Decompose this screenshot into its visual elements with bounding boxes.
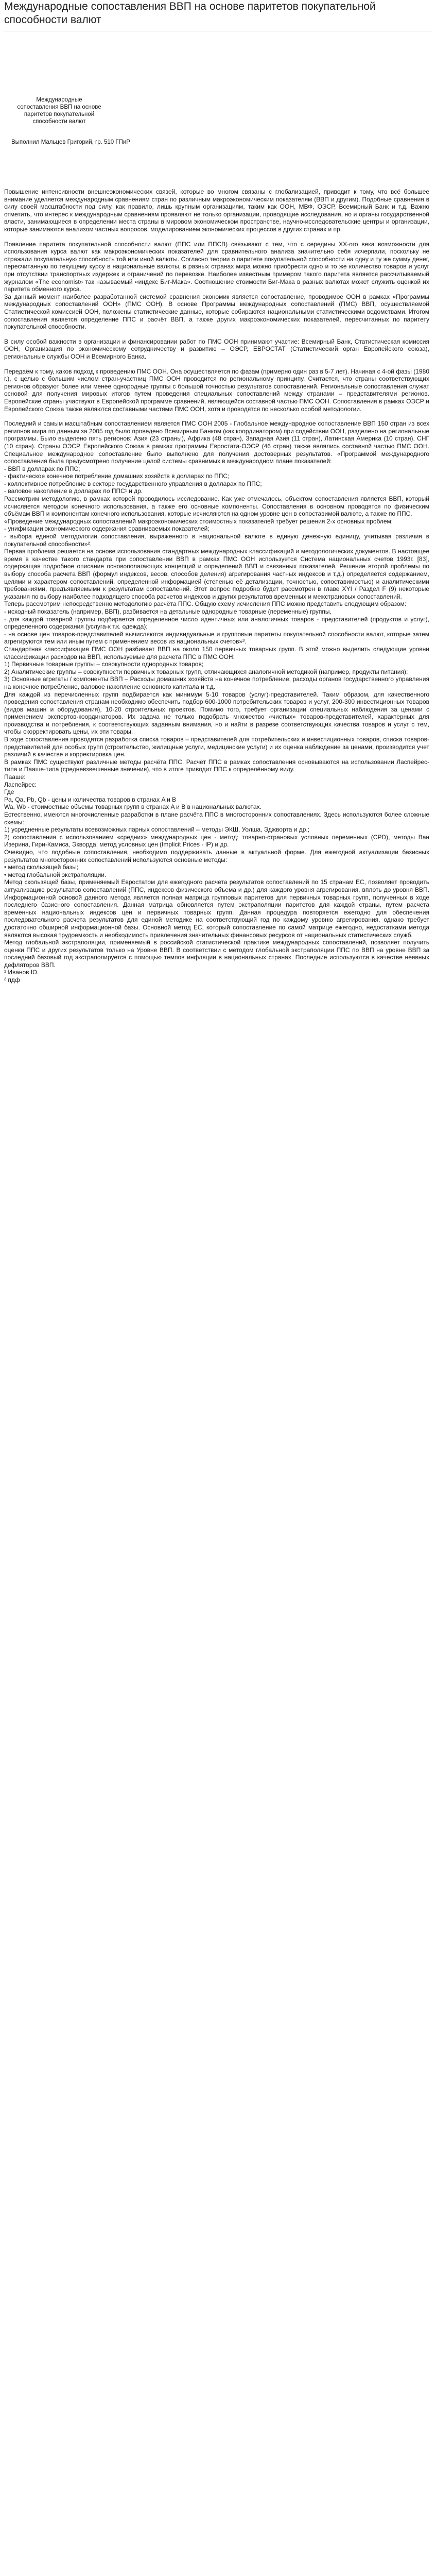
list-item: - валовое накопление в долларах по ППС¹ и др. <box>4 487 143 495</box>
formula-where: Где <box>4 788 14 796</box>
paragraph: Теперь рассмотрим непосредственно методологию расчёта ППС. Общую схему исчисления ППС можно представить следующим образом: <box>4 600 407 608</box>
formula-label-laspeyres: Ласпейрес: <box>4 781 37 788</box>
footnote: ¹ Иванов Ю. <box>4 969 39 976</box>
formula-label-paasche: Пааше: <box>4 773 26 781</box>
list-item: 3) Основные агрегаты / компоненты ВВП – Расходы домашних хозяйств на конечное потребление, расходы органов государственного управления на конечное потребление, валовое накопление основного капитала и т.д. <box>4 675 429 690</box>
list-item: 2) сопоставления с использованием «средних» международных цен - метод: товарно-страновых условных переменных (CPD), методы Ван Изерина, Гири-Камиса, Экворда, метод условных цен (Implicit Prices - IP) и др. <box>4 833 429 849</box>
paragraph: В ходе сопоставления проводятся разработка списка товаров – представителей для потребительских и инвестиционных товаров, списка товаров-представителей для особых групп (строительство, жилищные услуги, медицинские услуги) и их оценка наблюдение за ценами, производится учет различий в качестве и корректировка цен. <box>4 736 429 758</box>
paragraph: «Проведение международных сопоставлений макроэкономических стоимостных показателей требует решения 2-х основных проблем: <box>4 517 393 525</box>
paragraph: Передаём к тому, каков подход к проведению ПМС ООН. Она осуществляется по фазам (примерно один раз в 5-7 лет). Начиная с 4-ой фазы (1980 г.), с целью с большим числом стран-участниц ПМС ООН проводится по региональному принципу. Считается, что страны соответствующих регионов образуют более или менее однородные группы с большой точностью результатов сопоставлений. Региональные сопоставления служат основой для получения мировых итогов путем проведения специальных сопоставлений между странами – представителями регионов. Европейские страны участвуют в Европейской программе сравнений, являющейся составной частью ПМС ООН. Сопоставления в рамках ОЭСР и Европейского Союза также являются составными частями ПМС ООН, хотя и проводятся по несколько особой методологии. <box>4 367 429 413</box>
card-author: Выполнил Мальцев Григорий, гр. 510 ГПиР <box>11 139 130 145</box>
paragraph: В рамках ПМС существуют различные методы расчёта ППС. Расчёт ППС в рамках сопоставления основываются на использовании Ласпейрес-типа и Пааше-типа (средневзвешенные значения), что в итоге приводит ППС к определённому виду. <box>4 758 429 773</box>
paragraph: Очевидно, что подобные сопоставления, необходимо поддерживать данные в актуальной форме. Для ежегодной актуализации базисных результатов многосторонних сопоставлений используются основные методы: <box>4 848 429 863</box>
formula-weights: Wa, Wb - стоимостные объемы товарных групп в странах A и B в национальных валютах. <box>4 803 261 811</box>
body-continued <box>4 525 429 969</box>
indicator-list <box>4 465 429 495</box>
list-item: 2) Аналитические группы – совокупности первичных товарных групп, отличающихся аналогичной методикой (например, продукты питания); <box>4 668 408 675</box>
list-item: - унификации экономического содержания сравниваемых показателей; <box>4 525 210 533</box>
paragraph: Метод глобальной экстраполяции, применяемый в российской статистической практике международных сопоставлений, позволяет получить оценки ППС и других результатов только на Уровне ВВП. В соответствии с методом глобальной экстраполяции ППС по ВВП на уровне ВВП за последний базовый год экстраполируется с помощью темпов инфляции в национальных странах. Последние используются в качестве неявных дефляторов ВВП. <box>4 939 429 969</box>
card-title: Международные сопоставления ВВП на основе паритетов покупательной способности валют <box>17 97 101 125</box>
list-item: 1) усредненные результаты всевозможных парных сопоставлений – методы ЭКШ, Уолша, Эджворта и др.; <box>4 826 310 834</box>
title-card <box>11 39 130 146</box>
spacer <box>4 152 432 188</box>
paragraph: Последний и самым масштабным сопоставлением является ПМС ООН 2005 - Глобальное международное сопоставление ВВП 150 стран из всех регионов мира по данным за 2005 год было проведено Всемирным Банком (как координатором) при содействии ООН, разделено на региональные программы. Было выделено пять регионов: Азия (23 страны), Африка (48 стран), Западная Азия (11 стран), Латинская Америка (10 стран), СНГ (10 стран). Страны ОЭСР, Европейского Союза в рамках программы Евростата-ОЭСР (46 стран) также являлись составной частью ПМС ООН. Специальное международное сопоставление было выполнено для получения достоверных результатов. «Программой международного сопоставления была предусмотрено получение целой системы сравнимых в международном плане показателей: <box>4 420 429 465</box>
paragraph: За данный момент наиболее разработанной системой сравнения экономик является сопоставление, проводимое ООН в рамках «Программы международных сопоставлений ООН» (ПМС ООН). В основе Программы международных сопоставлений (ПМС) ВВП, осуществляемой Статистической комиссией ООН, положены статистические данные, которые собираются национальными статистическими ведомствами. Итогом сопоставления является определение ППС и расчёт ВВП, а также других макроэкономических показателей, пересчитанных по паритету покупательной способности. <box>4 293 429 331</box>
paragraph: Повышение интенсивности внешнеэкономических связей, которые во многом связаны с глобализацией, приводит к тому, что всё большее внимание уделяется международным сравнениям стран по различным макроэкономическим показателям (ВВП и другим). Подобные сравнения в силу своей масштабности под силу, как правило, лишь крупным организациям, таким как ООН, МВФ, ОЭСР, Всемирный Банк и т.д. Важно отметить, что интерес к международным сравнениям проявляют не только организации, проводящие исследования, но и органы государственной власти, занимающиеся в определении места страны в мировом экономическом пространстве, научно-исследовательские центры и организации, которые занимаются анализом частных вопросов, моделированием экономических процессов в других странах и пр. <box>4 188 429 233</box>
paragraph: Появление паритета покупательной способности валют (ППС или ППСВ) связывают с тем, что с середины XX-ого века возможности для использования курса валют как макроэкономических показателей для сравнительного анализа значительно себя исчерпали, поскольку не отражали покупательную способность той или иной валюты. Согласно теории о паритете покупательной способности на одну и ту же сумму денег, пересчитанную по текущему курсу в национальные валюты, в разных странах мира можно приобрести одно и то же количество товаров и услуг при отсутствии транспортных издержек и ограничений по перевозке. Наиболее известным примером такого паритета является рассчитываемый журналом «The economist» так называемый «индекс Биг-Мака». Соотношение стоимости Биг-Мака в разных валютах может служить оценкой их паритета обменного курса. <box>4 240 429 293</box>
document-page <box>0 0 436 992</box>
page-title: Международные сопоставления ВВП на основе паритетов покупательной способности валют <box>4 1 376 26</box>
list-item: • метод скользящей базы; <box>4 863 79 871</box>
paragraph: В силу особой важности в организации и финансировании работ по ПМС ООН принимают участие: Всемирный Банк, Статистическая комиссия ООН, Организация по экономическому сотрудничеству и развитию – ОЭСР, ЕВРОСТАТ (Статистический орган Европейского союза), региональные службы ООН и Всемирного Банка. <box>4 337 429 360</box>
article-body <box>4 188 429 984</box>
list-item: 1) Первичные товарные группы – совокупности однородных товаров; <box>4 660 204 668</box>
paragraph: Рассмотрим методологию, в рамках которой проводилось исследование. Как уже отмечалось, объектом сопоставления является ВВП, который исчисляется методом конечного использования, а также его основные компоненты. Сопоставления в основном проводятся по физическим объёмам ВВП и компонентам конечного использования, которые исчисляются на одном уровне цен в сопоставимой валюте, а также по ППС. <box>4 495 429 518</box>
list-item: - фактическое конечное потребление домашних хозяйств в долларах по ППС; <box>4 472 230 480</box>
paragraph: Естественно, имеются многочисленные разработки в плане расчёта ППС в многосторонних сопоставлениях. Здесь используются более сложные схемы: <box>4 811 429 826</box>
list-item: - коллективное потребление в секторе государственного управления в долларах по ППС; <box>4 480 262 487</box>
list-item: - для каждой товарной группы подбирается определенное число идентичных или аналогичных товаров - представителей (продуктов и услуг), определенного содержания (услуга-к т.к. одежда); <box>4 615 429 631</box>
list-item: • метод глобальной экстраполяции. <box>4 871 107 878</box>
footnotes <box>4 969 429 984</box>
list-item: - выбора единой методологии сопоставления, выраженного в национальной валюте в единую денежную единицу, учитывая различия в покупательной способности»². <box>4 533 429 548</box>
paragraph: Метод скользящей базы, применяемый Евростатом для ежегодного расчета результатов сопоставлений по 15 странам ЕС, позволяет проводить актуализацию результатов сопоставлений (ППС, индексов физического объема и др.) для каждого уровня агрегирования, вплоть до уровня ВВП. Информационной основой данного метода является полная матрица групповых паритетов для первичных товарных групп, полученных в ходе последнего базисного сопоставления. Данная матрица обновляется путем экстраполяции паритетов для каждой страны, путем расчета временных национальных индексов цен и первичных товарных групп. Данная процедура повторяется ежегодно для обеспечения последовательного расчета результатов для единой методике на соответствующий год по каждому уровню агрегирования, однако требует достаточно обширной информационной базы. Основной метод ЕС, который сопоставление по самой матрице ежегодно, недостатками метода являются высокая трудоемкость и необходимость привлечения значительных финансовых ресурсов от национальных статистических служб. <box>4 878 429 939</box>
paragraph: Стандартная классификация ПМС ООН разбивает ВВП на около 150 первичных товарных групп. В этой можно выделить следующие уровни классификации расходов на ВВП, используемые для расчета ППС в ПМС ООН: <box>4 645 429 660</box>
formula-variables: Pa, Qa, Pb, Qb - цены и количества товаров в странах A и B <box>4 795 177 803</box>
paragraph: Первая проблема решается на основе использования стандартных международных классификаций и методологических документов. В настоящее время в качестве такого стандарта при сопоставлении ВВП в рамках ПМС ООН используется Система национальных счетов 1993г. [83], содержащая подробное описание основополагающих концепций и определений ВВП и связанных показателей. Решение второй проблемы по выбору способа расчета ВВП (формул индексов, весов, способов деления) агрегирования частных индексов и т.д.) определяется содержанием, целями и характером сопоставлений, определенной информацией (степенью её детализации, точностью, сопоставимостью) и аналитическими требованиями, предъявляемыми к результатам сопоставлений. Этот вопрос подробно будет рассмотрен в главе XYI / Раздел F (9) некоторые указания по выбору наиболее подходящего способа расчетов индексов и других результатов временных и межстрановых сопоставлений. <box>4 548 429 600</box>
list-item: - исходный показатель (например, ВВП), разбивается на детальные однородные товарные (переменные) группы, <box>4 607 332 615</box>
footnote: ² пдф <box>4 976 20 984</box>
paragraph: Для каждой из перечисленных групп подбирается как минимум 5-10 товаров (услуг)-представителей. Таким образом, для качественного проведения сопоставления странам необходимо обеспечить подбор 600-1000 потребительских товаров и услуг, 200-300 инвестиционных товаров (видов машин и оборудования), 10-20 строительных проектов. Помимо того, требует организации специальных наблюдения за ценами с применением экспертов-координаторов. Их задача не только подобрать множество «чистых» товаров-представителей, характерных для производства и потребления, к соответствующих заданным внимания, но и найти в разрезе соответствующих качества товаров и услуг с тем, чтобы скорректировать цены, их эти товары. <box>4 690 429 736</box>
list-item: - ВВП в долларах по ППС; <box>4 465 80 472</box>
list-item: - на основе цен товаров-представителей вычисляются индивидуальные и групповые паритеты покупательной способности валют, которые затем агрегируются тем или иным путем с применением весов из национальных счетов»³. <box>4 630 429 646</box>
